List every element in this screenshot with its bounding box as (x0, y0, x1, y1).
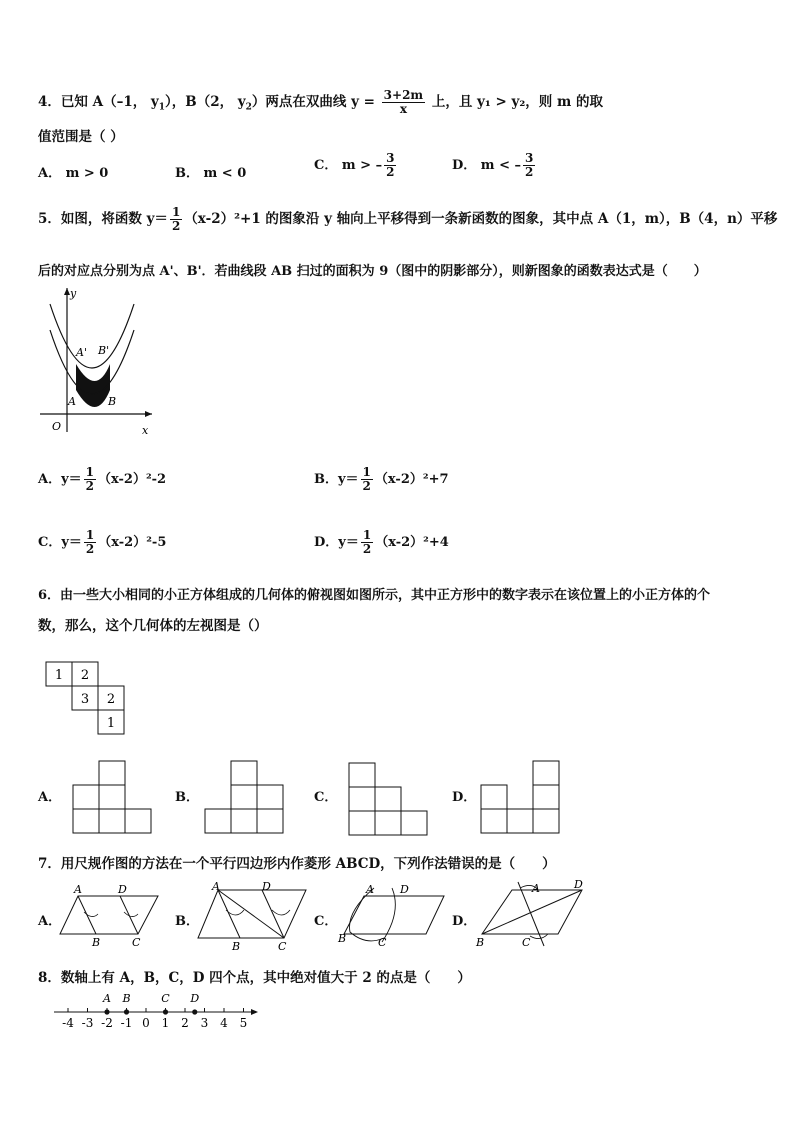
q6-option-d-label[interactable]: D． (452, 790, 477, 805)
q4-fraction: $\frac{3+2m}{x}$ (383, 88, 424, 116)
point-label: C (161, 992, 170, 1005)
q7-line1: 7．用尺规作图的方法在一个平行四边形内作菱形 ABCD，下列作法错误的是（ ） (38, 856, 556, 872)
q7-option-c-label[interactable]: C． (314, 914, 338, 929)
point-label: A (103, 992, 111, 1005)
grid-number: 2 (80, 668, 90, 683)
svg-text:B: B (476, 936, 485, 949)
svg-text:C: C (278, 940, 287, 952)
number-line-point-labels (102, 992, 199, 1005)
q7-option-a-label[interactable]: A． (38, 914, 62, 929)
tick-label: -4 (62, 1016, 74, 1030)
q5-parabola-figure (30, 282, 160, 442)
q6-option-c-label[interactable]: C． (314, 790, 338, 805)
q4-option-b[interactable]: B． m < 0 (175, 166, 247, 181)
x-axis-arrow (145, 411, 152, 417)
fig-label-o: O (52, 420, 62, 433)
q7-option-a-figure[interactable] (58, 882, 168, 950)
q7-option-b-label[interactable]: B． (175, 914, 199, 929)
fig-label-y: y (70, 287, 77, 300)
tick-label: -3 (81, 1016, 94, 1030)
svg-text:A: A (532, 882, 540, 895)
svg-text:D: D (262, 880, 271, 893)
shaded-region (76, 364, 110, 407)
grid-number: 1 (106, 716, 116, 731)
q7-option-b-figure[interactable] (196, 880, 312, 952)
svg-text:C: C (522, 936, 531, 949)
svg-text:C: C (378, 936, 387, 949)
q6-line2: 数，那么，这个几何体的左视图是（） (38, 618, 268, 634)
grid-number: 3 (80, 692, 90, 707)
tick-label: -2 (101, 1016, 113, 1030)
q7-option-d-label[interactable]: D． (452, 914, 477, 929)
q5-option-a[interactable]: A．y＝ $\frac{1}{2}$ （x-2）²-2 (38, 465, 167, 493)
fig-label-a-prime: A' (76, 346, 87, 359)
q5-line1: 5．如图，将函数 y＝ $\frac{1}{2}$ （x-2）²+1 的图象沿 y 轴向上平移得到一条新函数的图象，其中点 A（1，m），B（4，n）平移 (38, 205, 778, 233)
q6-line1: 6．由一些大小相同的小正方体组成的几何体的俯视图如图所示，其中正方形中的数字表示在该位置上的小正方体的个 (38, 588, 711, 603)
svg-text:D: D (574, 880, 583, 891)
number-line-tick-labels (62, 1016, 247, 1030)
tick-label: 2 (181, 1016, 189, 1030)
q6-top-view-grid (44, 660, 128, 736)
tick-label: 4 (220, 1016, 228, 1030)
point-b (124, 1009, 129, 1014)
point-a (104, 1009, 109, 1014)
q4-line2: 值范围是（ ） (38, 129, 124, 145)
number-line-arrow (251, 1009, 258, 1015)
number-line-ticks (68, 1008, 244, 1012)
tick-label: 0 (142, 1016, 150, 1030)
svg-text:A: A (74, 883, 82, 896)
tick-label: 3 (200, 1016, 209, 1030)
point-label: D (190, 992, 200, 1005)
q8-line1: 8．数轴上有 A，B，C，D 四个点，其中绝对值大于 2 的点是（ ） (38, 970, 471, 986)
q4-option-d[interactable]: D． m < – $\frac{3}{2}$ (452, 151, 534, 179)
q7-option-d-figure[interactable] (474, 880, 590, 952)
fig-label-a: A (68, 395, 76, 408)
q5-option-c[interactable]: C．y＝ $\frac{1}{2}$ （x-2）²-5 (38, 528, 167, 556)
grid-number: 2 (106, 692, 116, 707)
tick-label: -1 (120, 1016, 133, 1030)
q6-option-a-label[interactable]: A． (38, 790, 62, 805)
q7-option-c-figure[interactable] (336, 882, 448, 950)
tick-label: 5 (239, 1016, 248, 1030)
q4-line1: 4．已知 A（–1， $y_1$），B（2， $y_2$）两点在双曲线 y = $\frac{3+2m}{x}$ 上，且 y₁ > y₂，则 m 的取 (38, 88, 603, 116)
point-c (163, 1009, 168, 1014)
q6-option-a-view[interactable] (72, 760, 154, 836)
grid-number: 1 (54, 668, 64, 683)
q5-line2: 后的对应点分别为点 A'、B'．若曲线段 AB 扫过的面积为 9（图中的阴影部分），则新图象的函数表达式是（ ） (38, 264, 707, 279)
svg-text:D: D (118, 883, 127, 896)
q6-option-c-view[interactable] (348, 762, 430, 838)
fig-label-b: B (108, 395, 117, 408)
svg-text:D: D (400, 883, 409, 896)
q6-option-b-view[interactable] (204, 760, 286, 836)
fig-label-x: x (142, 424, 149, 437)
q4-option-a[interactable]: A． m > 0 (38, 166, 109, 181)
svg-text:B: B (232, 940, 241, 952)
q6-option-d-view[interactable] (480, 760, 562, 836)
tick-label: 1 (161, 1016, 170, 1030)
svg-text:B: B (92, 936, 101, 949)
q4-option-c[interactable]: C． m > – $\frac{3}{2}$ (314, 151, 395, 179)
q5-option-b[interactable]: B．y＝ $\frac{1}{2}$ （x-2）²+7 (314, 465, 449, 493)
new-parabola (50, 304, 134, 368)
q8-number-line (52, 990, 262, 1034)
svg-text:C: C (132, 936, 141, 949)
point-d (192, 1009, 197, 1014)
point-label: B (122, 992, 131, 1005)
svg-text:A: A (212, 880, 220, 893)
svg-text:B: B (338, 932, 347, 945)
fig-label-b-prime: B' (98, 344, 110, 357)
q5-option-d[interactable]: D．y＝ $\frac{1}{2}$ （x-2）²+4 (314, 528, 449, 556)
q6-option-b-label[interactable]: B． (175, 790, 199, 805)
svg-text:A: A (366, 883, 374, 896)
